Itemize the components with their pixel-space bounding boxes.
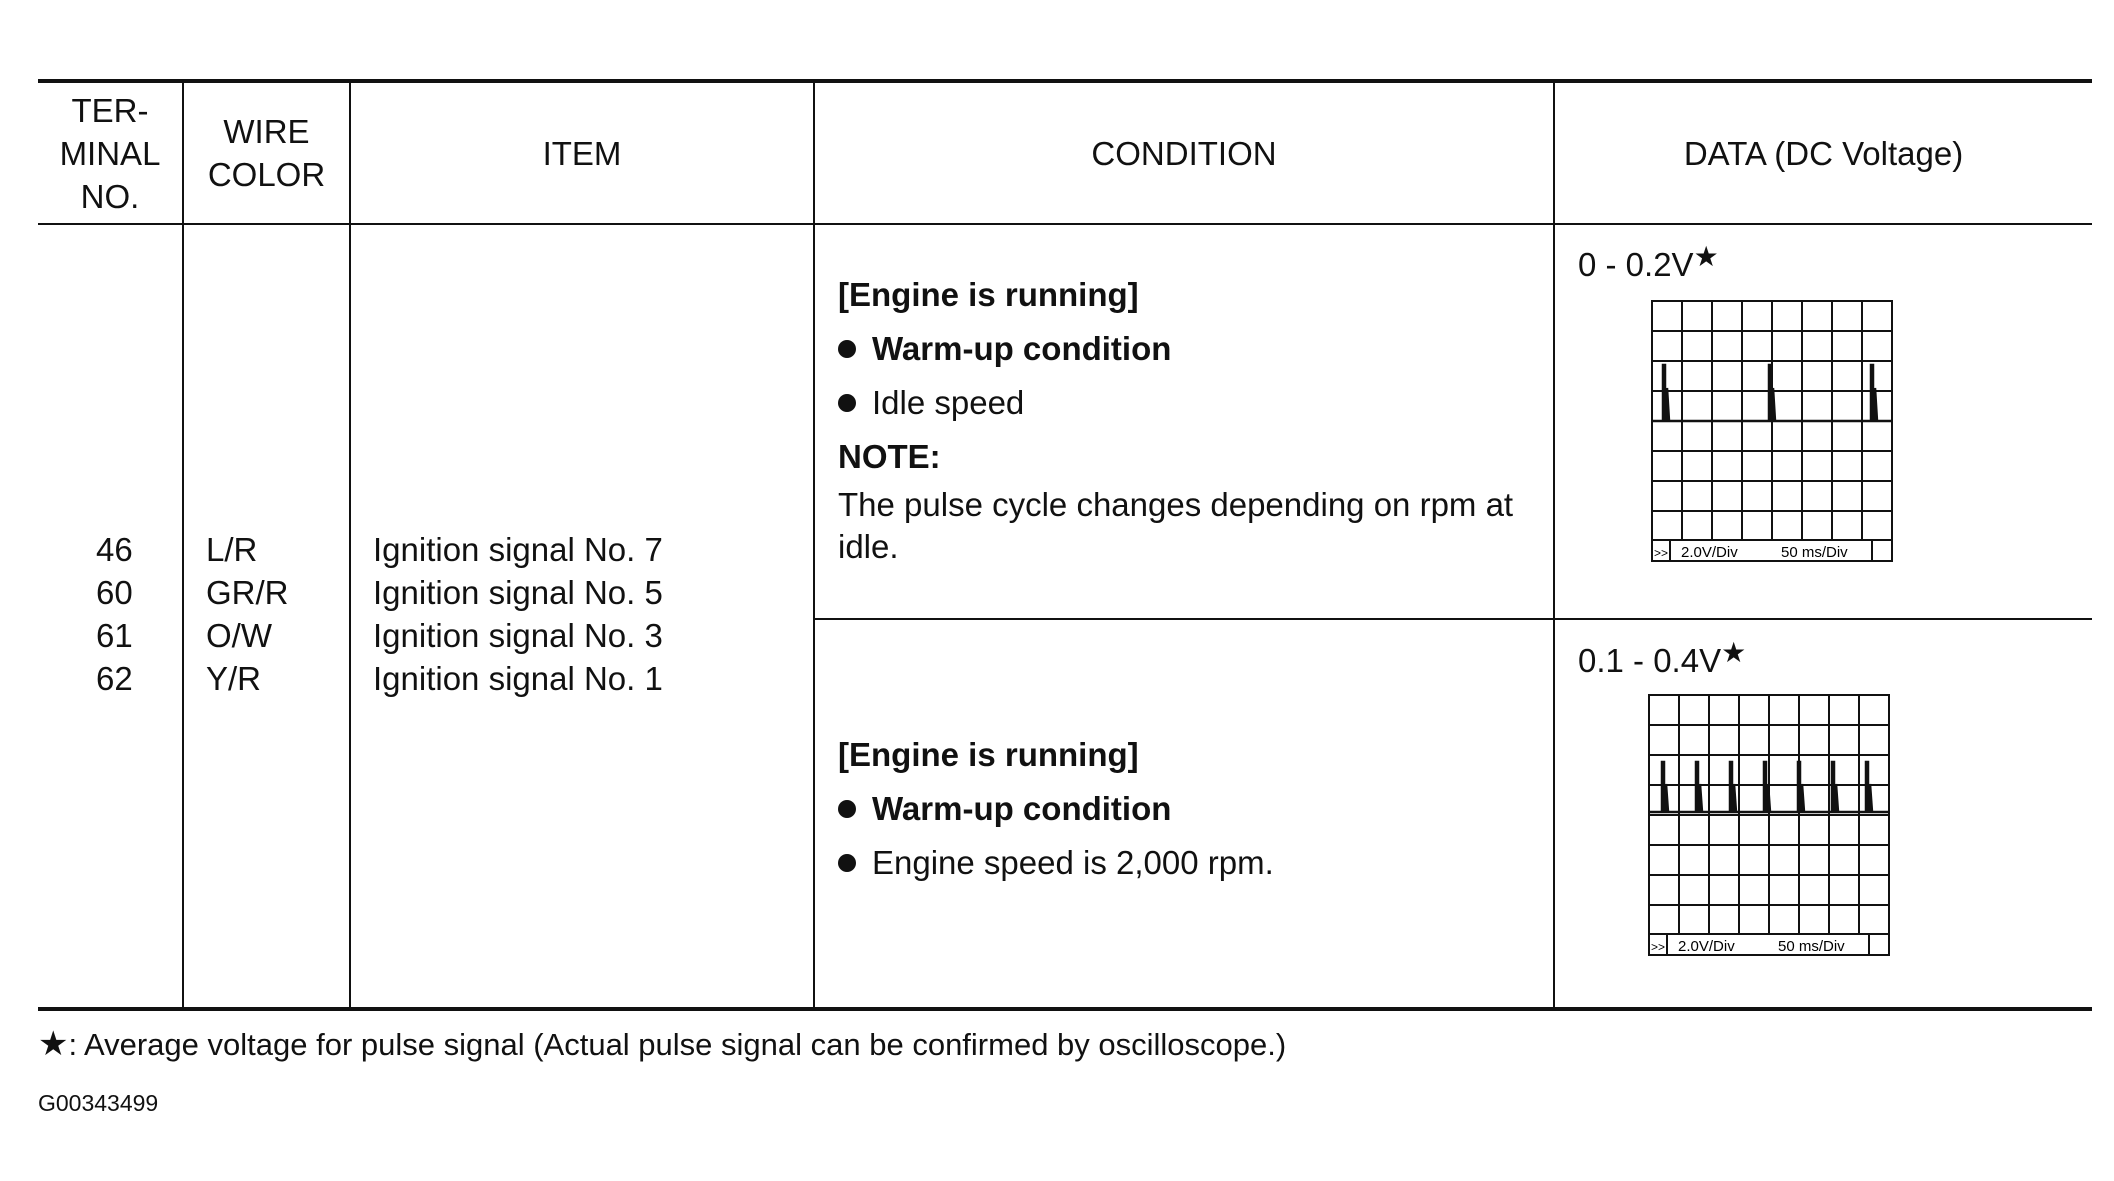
scope-time-div: 50 ms/Div — [1781, 544, 1848, 561]
scope-volt-div: 2.0V/Div — [1678, 938, 1735, 955]
footnote-text: : Average voltage for pulse signal (Actual pulse signal can be confirmed by oscilloscope.) — [68, 1027, 1287, 1062]
condition-2-warmup: Warm-up condition — [872, 790, 1172, 827]
terminal-numbers — [96, 528, 133, 700]
oscilloscope-idle — [1651, 300, 1901, 565]
header-condition — [815, 83, 1553, 223]
wire-colors — [206, 528, 289, 700]
condition-2000rpm — [838, 728, 1274, 890]
condition-1-note-text — [838, 484, 1513, 568]
scope-grid — [1649, 695, 1889, 955]
condition-1-idle: Idle speed — [872, 384, 1025, 421]
star-icon: ★ — [1693, 241, 1719, 272]
condition-2-bullet-2 — [838, 836, 1274, 890]
header-wire-color — [184, 83, 349, 223]
wire-color-yr: Y/R — [206, 660, 262, 697]
header-condition-label: CONDITION — [1091, 134, 1277, 172]
terminal-61: 61 — [96, 617, 133, 654]
star-icon: ★ — [38, 1025, 69, 1063]
header-wire-line-2: COLOR — [207, 156, 326, 193]
header-bottom-rule — [38, 223, 2092, 225]
wire-color-grr: GR/R — [206, 574, 289, 611]
header-terminal-no — [38, 83, 182, 223]
header-terminal-line-1: TER- — [71, 91, 149, 129]
condition-1-note-label: NOTE: — [838, 438, 941, 475]
note-line-2: idle. — [838, 528, 899, 565]
wire-color-ow: O/W — [206, 617, 272, 654]
voltage-idle — [1578, 241, 1719, 284]
scope-grid — [1652, 301, 1892, 561]
scope-volt-div: 2.0V/Div — [1681, 544, 1738, 561]
terminal-46: 46 — [96, 531, 133, 568]
condition-2-title: [Engine is running] — [838, 736, 1139, 773]
row-divider-rule — [814, 618, 2092, 620]
condition-1-warmup: Warm-up condition — [872, 330, 1172, 367]
item-ignition-7: Ignition signal No. 7 — [373, 531, 663, 568]
item-ignition-1: Ignition signal No. 1 — [373, 660, 663, 697]
header-terminal-line-3: NO. — [80, 177, 140, 215]
item-ignition-3: Ignition signal No. 3 — [373, 617, 663, 654]
voltage-2000rpm-value: 0.1 - 0.4V — [1578, 642, 1722, 679]
terminal-60: 60 — [96, 574, 133, 611]
bullet-icon — [838, 854, 856, 872]
header-item-label: ITEM — [542, 134, 622, 172]
note-line-1: The pulse cycle changes depending on rpm at — [838, 486, 1514, 523]
bullet-icon — [838, 800, 856, 818]
oscilloscope-2000rpm — [1648, 694, 1898, 959]
table-bottom-rule — [38, 1007, 2092, 1011]
star-icon: ★ — [1721, 637, 1747, 668]
wire-color-lr: L/R — [206, 531, 258, 568]
condition-2-speed: Engine speed is 2,000 rpm. — [872, 844, 1274, 881]
condition-1-bullet-2 — [838, 376, 1513, 430]
condition-1-bullet-1 — [838, 322, 1513, 376]
header-wire-line-1: WIRE — [223, 113, 310, 150]
header-data-label: DATA (DC Voltage) — [1683, 134, 1964, 172]
items — [373, 528, 663, 700]
scope-time-div: 50 ms/Div — [1778, 938, 1845, 955]
scope-prefix: >> — [1651, 940, 1666, 954]
bullet-icon — [838, 340, 856, 358]
terminal-62: 62 — [96, 660, 133, 697]
scope-end-box — [1869, 934, 1889, 955]
voltage-idle-value: 0 - 0.2V — [1578, 246, 1694, 283]
header-item — [351, 83, 813, 223]
scope-end-box — [1872, 540, 1892, 561]
condition-1-title: [Engine is running] — [838, 276, 1139, 313]
condition-idle — [838, 268, 1513, 568]
condition-2-bullet-1 — [838, 782, 1274, 836]
bullet-icon — [838, 394, 856, 412]
scope-prefix: >> — [1654, 546, 1669, 560]
figure-code: G00343499 — [38, 1090, 159, 1116]
header-terminal-line-2: MINAL — [59, 134, 161, 172]
voltage-2000rpm — [1578, 637, 1747, 680]
item-ignition-5: Ignition signal No. 5 — [373, 574, 663, 611]
footnote — [38, 1024, 1286, 1064]
header-data — [1555, 83, 2092, 223]
scope-waveform — [1652, 365, 1892, 421]
